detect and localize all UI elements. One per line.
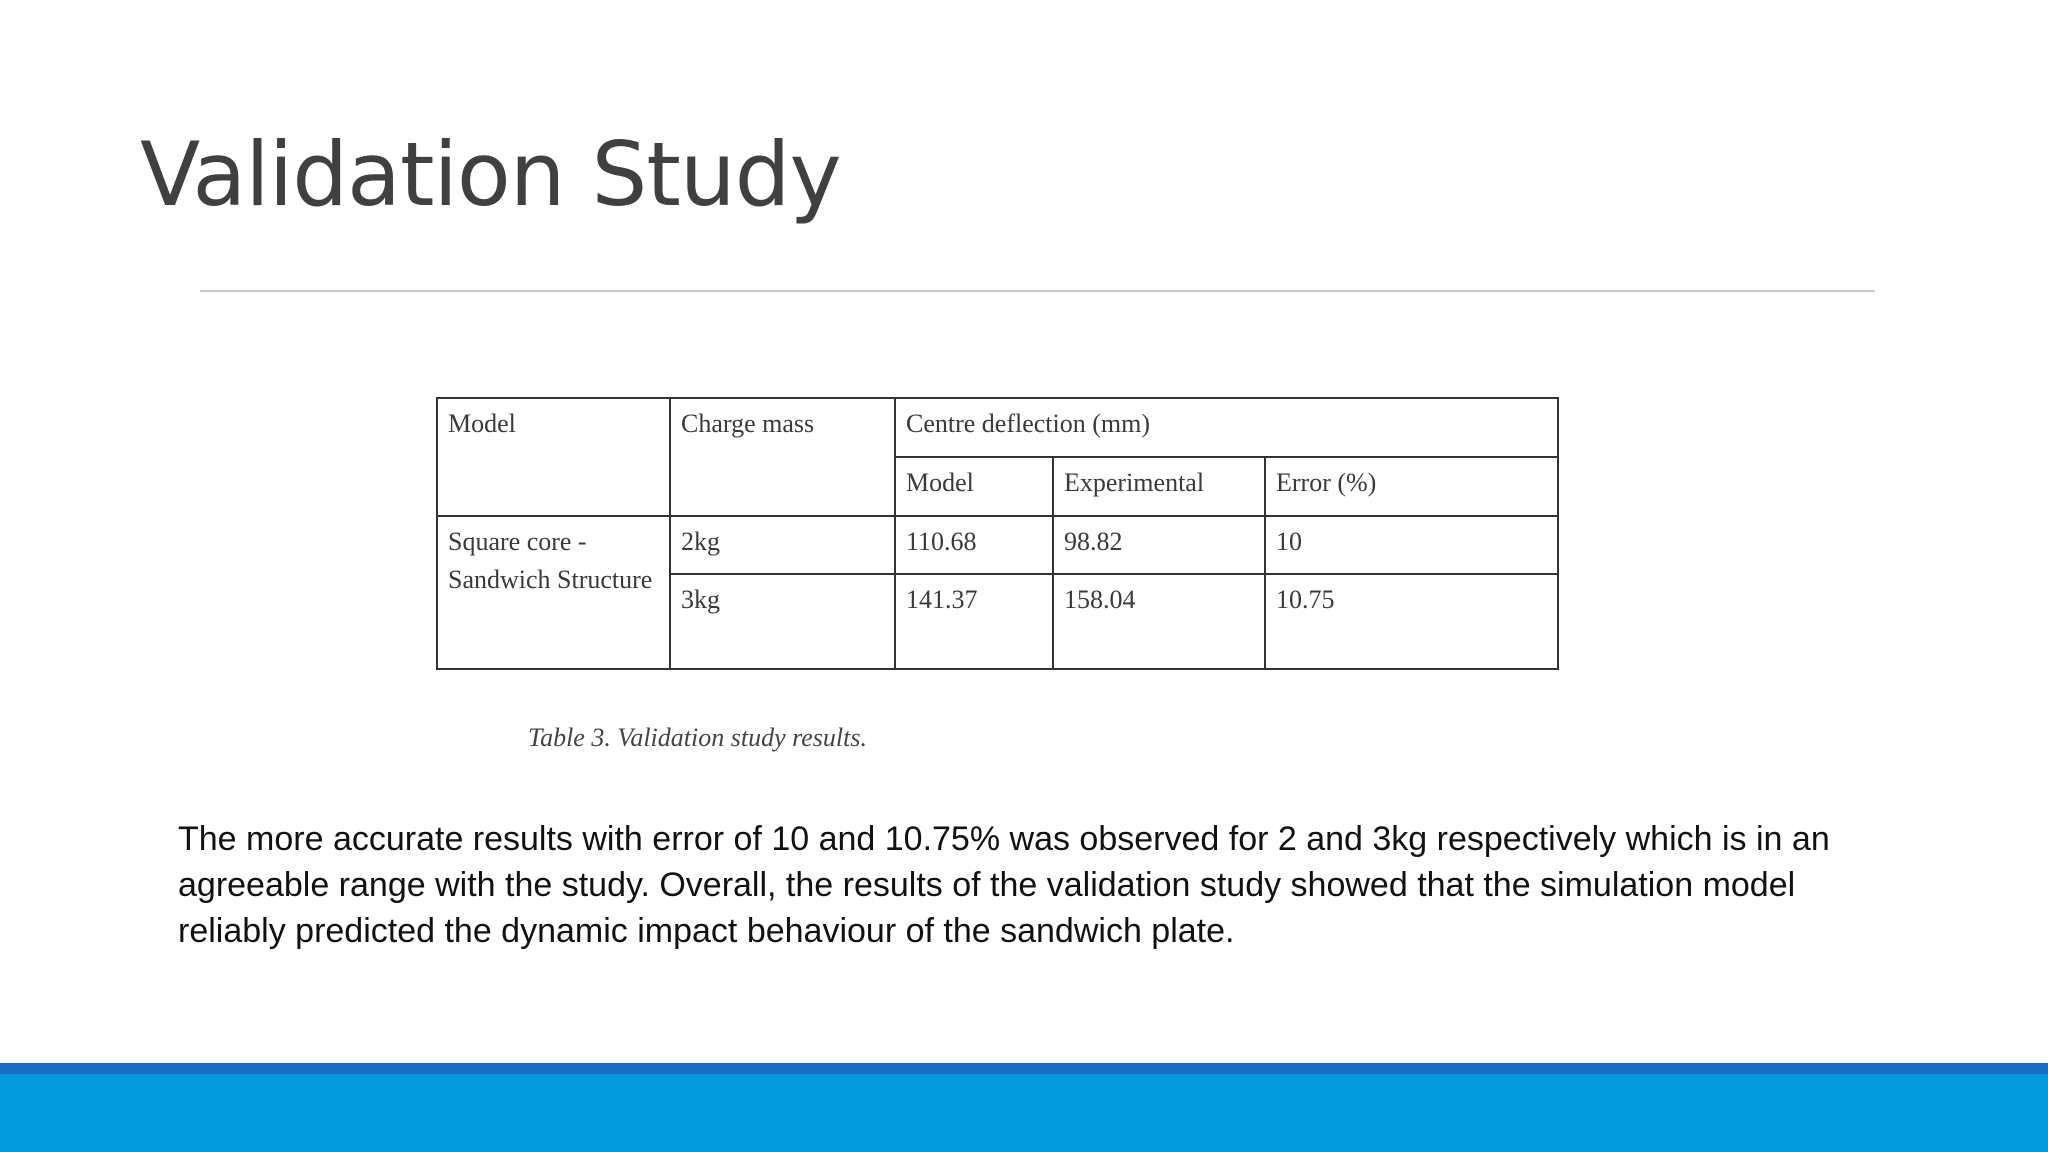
group-label-cell: Square core - Sandwich Structure <box>437 516 670 669</box>
header-charge-mass: Charge mass <box>670 398 895 516</box>
cell-experimental: 158.04 <box>1053 574 1265 669</box>
table-caption: Table 3. Validation study results. <box>528 723 867 752</box>
subheader-model: Model <box>895 457 1053 516</box>
footer-accent-line <box>0 1063 2048 1074</box>
header-centre-deflection: Centre deflection (mm) <box>895 398 1558 457</box>
header-model: Model <box>437 398 670 516</box>
slide-title: Validation Study <box>140 123 841 226</box>
cell-model: 141.37 <box>895 574 1053 669</box>
table-row <box>437 516 1558 574</box>
title-divider <box>200 290 1875 292</box>
footer-bar <box>0 1074 2048 1152</box>
cell-experimental: 98.82 <box>1053 516 1265 574</box>
subheader-experimental: Experimental <box>1053 457 1265 516</box>
cell-charge-mass: 2kg <box>670 516 895 574</box>
cell-error: 10.75 <box>1265 574 1558 669</box>
validation-table <box>436 397 1559 670</box>
subheader-error: Error (%) <box>1265 457 1558 516</box>
cell-charge-mass: 3kg <box>670 574 895 669</box>
table-header-row <box>437 398 1558 457</box>
body-paragraph: The more accurate results with error of 10 and 10.75% was observed for 2 and 3kg respectively which is in an agreeable range with the study. Overall, the results of the validation study showed that the simulation model reliably predicted the dynamic impact behaviour of the sandwich plate. <box>178 820 1830 950</box>
cell-model: 110.68 <box>895 516 1053 574</box>
cell-error: 10 <box>1265 516 1558 574</box>
